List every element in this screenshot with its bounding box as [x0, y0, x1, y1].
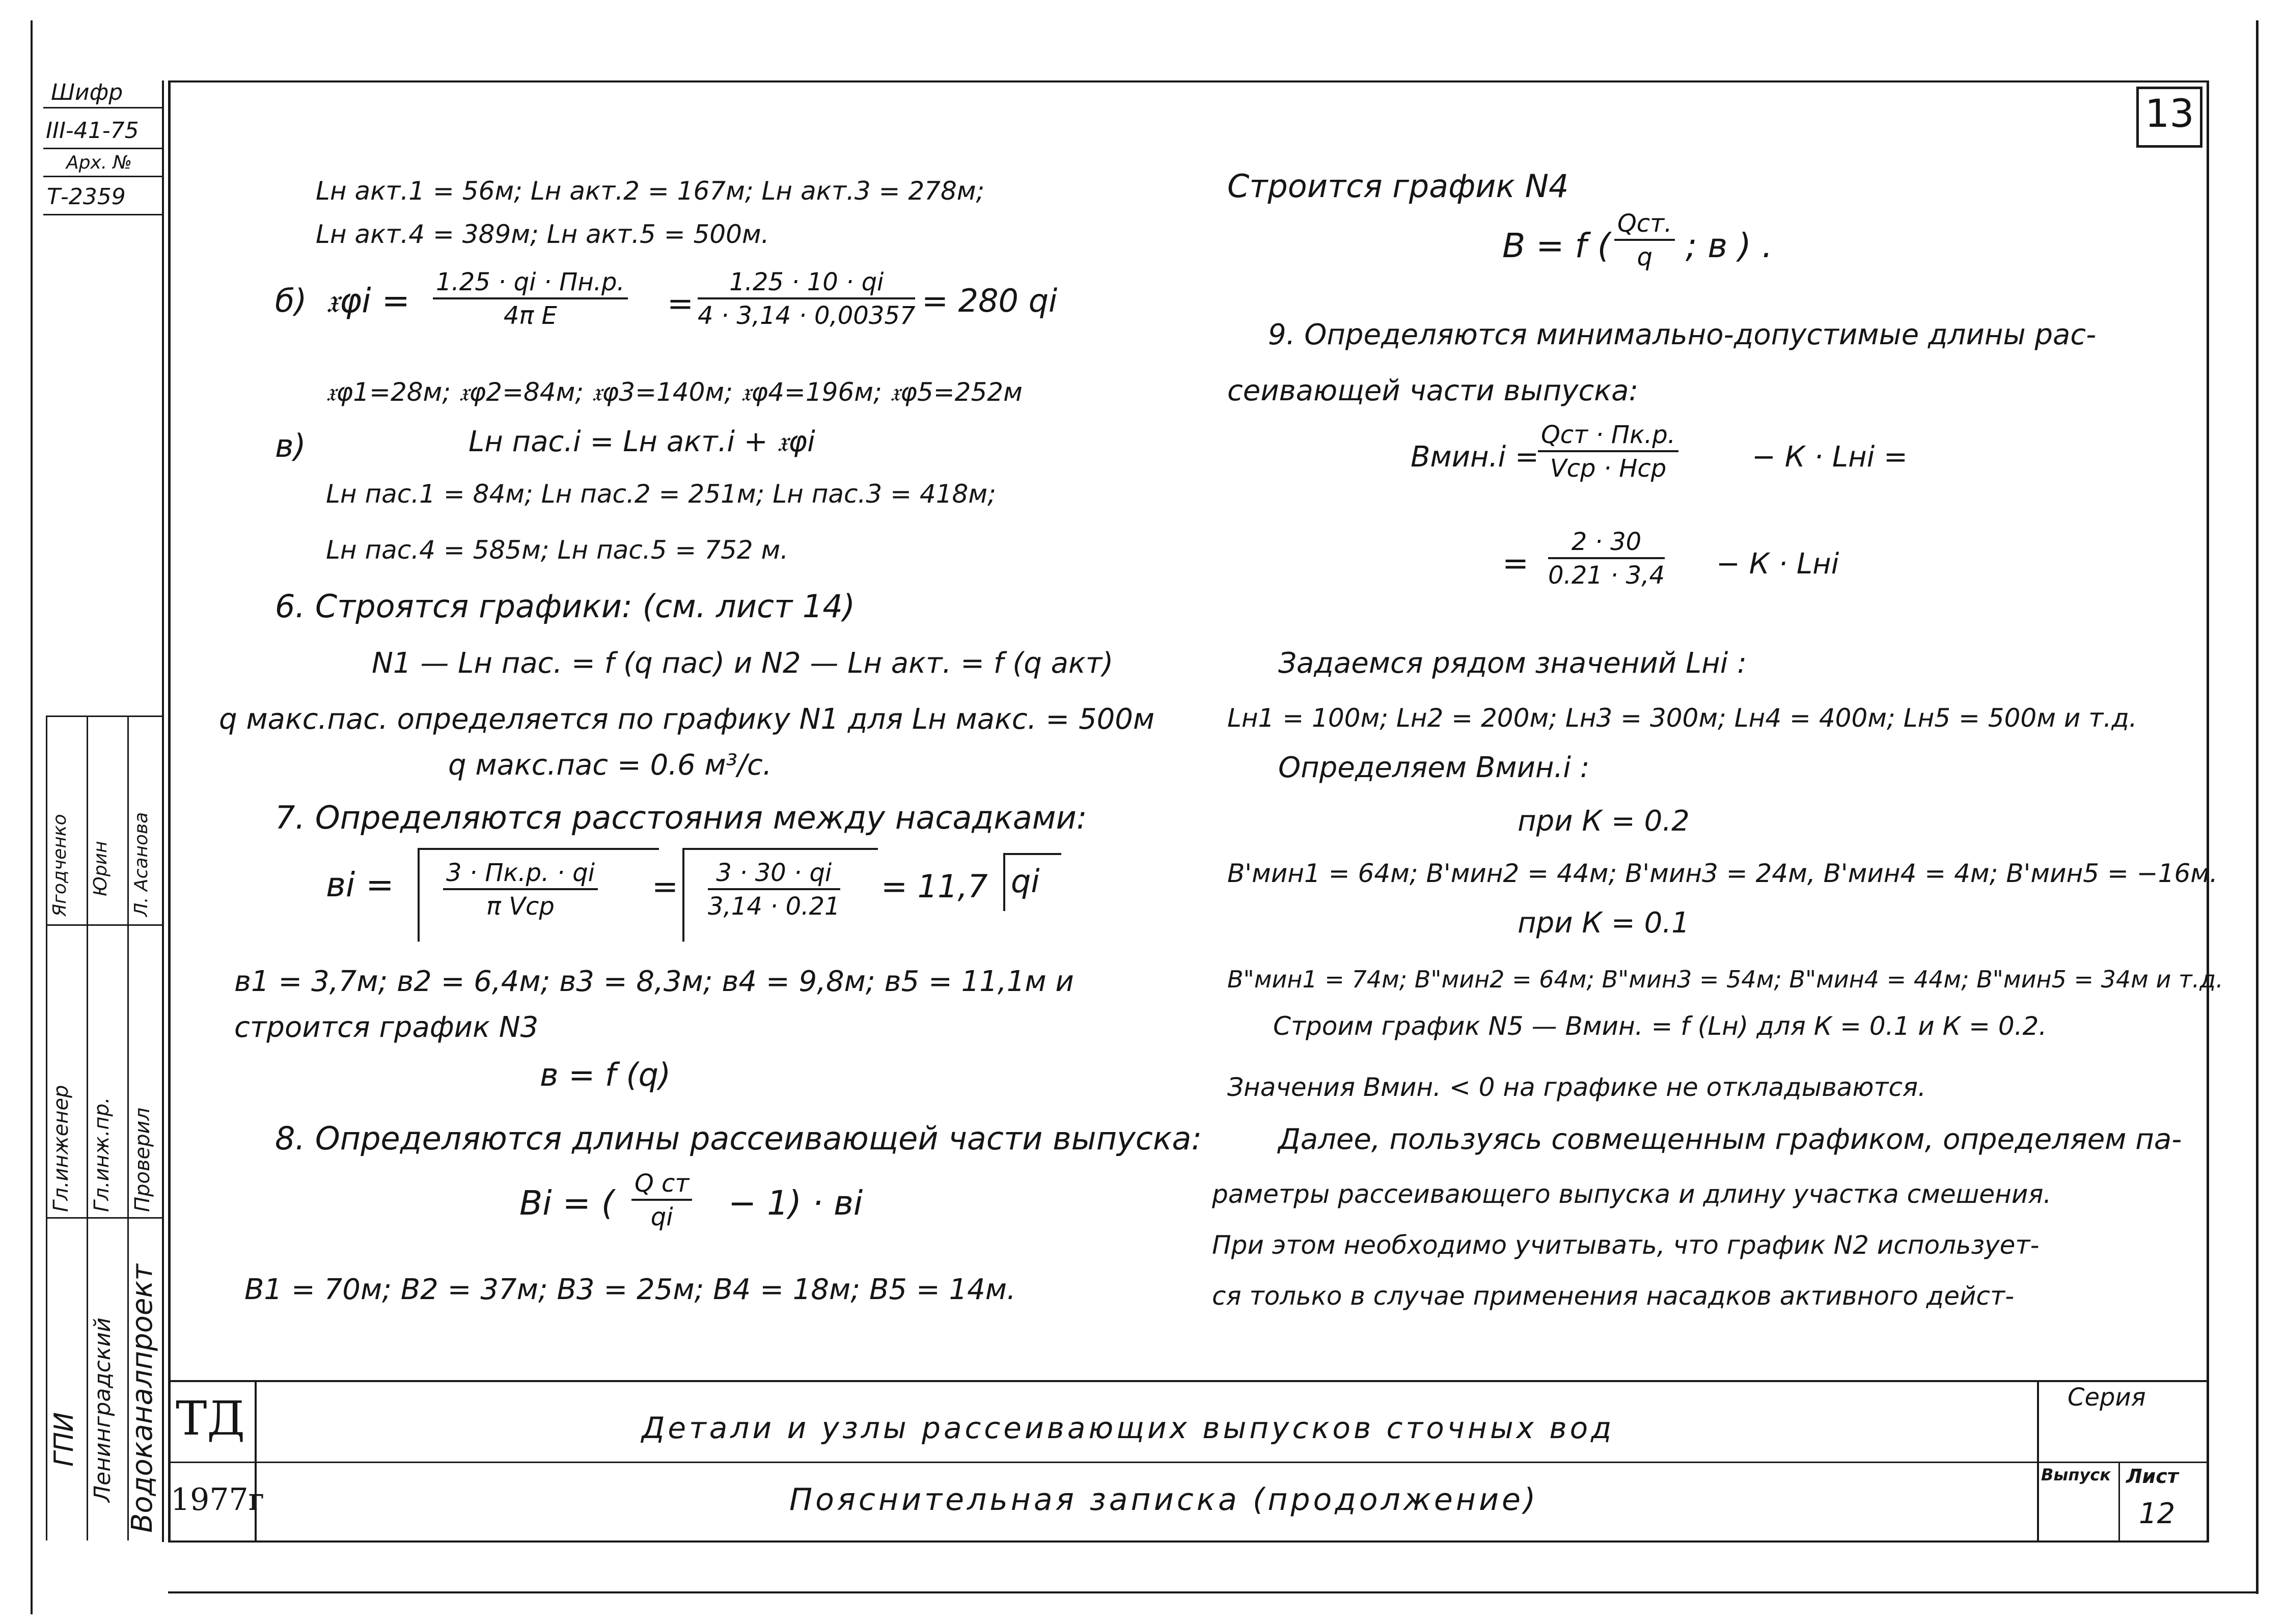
determine: Определяем Вмин.i : — [1278, 751, 1590, 784]
graph-5: Строим график N5 — Вмин. = f (Lн) для К = 0.1 и К = 0.2. — [1273, 1011, 2047, 1041]
name-2: Юрин — [90, 841, 111, 896]
frac-2-num: 1.25 · 10 · qi — [698, 270, 915, 299]
title-subtitle: Пояснительная записка (продолжение) — [789, 1482, 1539, 1518]
outer-right-border — [2256, 20, 2259, 1594]
name-3: Л. Асанова — [131, 812, 152, 917]
frac-1-den: 4π E — [503, 301, 557, 330]
k-0-1: при К = 0.1 — [1518, 906, 1690, 940]
b-label: б) — [275, 282, 307, 319]
stamp-col-left — [46, 715, 47, 1540]
l-akt-line2: Lн акт.4 = 389м; Lн акт.5 = 500м. — [316, 219, 769, 249]
frac-3 — [443, 861, 598, 919]
stamp-row-org — [46, 1217, 163, 1219]
issue-label: Выпуск — [2041, 1465, 2111, 1484]
frac-1 — [433, 270, 628, 328]
frac-5 — [631, 1171, 692, 1229]
frac-3-den: π Vср — [486, 892, 555, 921]
cipher-box-line3 — [43, 176, 163, 177]
tail-2: − К · Lнi — [1716, 547, 1839, 581]
cipher-value: III-41-75 — [46, 118, 139, 144]
cipher-box-line4 — [43, 214, 163, 215]
frac-2 — [698, 270, 915, 328]
title-col-series — [2037, 1380, 2039, 1542]
frac-7-num: Qст · Пк.р. — [1538, 423, 1678, 452]
frac-3-num: 3 · Пк.р. · qi — [443, 861, 598, 890]
pas-line2: Lн пас.4 = 585м; Lн пас.5 = 752 м. — [326, 535, 789, 565]
frac-5-num: Q ст — [631, 1171, 692, 1201]
series-label: Серия — [2068, 1383, 2146, 1412]
cipher-label: Шифр — [51, 79, 123, 105]
bi-label: вi = — [326, 865, 394, 904]
b-values: в1 = 3,7м; в2 = 6,4м; в3 = 8,3м; в4 = 9,8м; в5 = 11,1м и — [234, 965, 1074, 998]
item-6: 6. Строятся графики: (см. лист 14) — [275, 588, 856, 625]
title-col-issue — [2118, 1462, 2120, 1542]
inner-top-border — [168, 80, 2208, 82]
frac-6-num: Qст. — [1614, 211, 1675, 241]
bmin-label: Вмин.i = — [1411, 441, 1539, 474]
frac-8-num: 2 · 30 — [1548, 530, 1665, 559]
archive-value: Т-2359 — [47, 184, 126, 210]
frac-5-den: qi — [650, 1203, 673, 1231]
title-mid-line — [168, 1462, 2209, 1463]
item-9-line1: 9. Определяются минимально-допустимые длины рас- — [1268, 318, 2097, 351]
result-11-7: = 11,7 — [881, 868, 988, 905]
v-formula: Lн пас.i = Lн акт.i + 𝔵φi — [469, 425, 815, 458]
year-label: 1977г — [171, 1482, 265, 1518]
frac-8 — [1548, 530, 1665, 588]
outer-bottom-border — [168, 1591, 2259, 1593]
name-1: Ягодченко — [49, 814, 70, 917]
cipher-box-line2 — [43, 148, 163, 149]
role-checked: Проверил — [131, 1107, 154, 1212]
role-chief-engineer: Гл.инженер — [49, 1085, 73, 1212]
l-akt-line1: Lн акт.1 = 56м; Lн акт.2 = 167м; Lн акт.3 = 278м; — [316, 176, 985, 206]
result-280: = 280 qi — [922, 282, 1058, 319]
frac-6 — [1614, 211, 1675, 269]
td-label: ТД — [176, 1391, 245, 1446]
cipher-box-line1 — [43, 107, 163, 108]
final-line3: При этом необходимо учитывать, что график N2 использует- — [1212, 1230, 2040, 1260]
frac-8-den: 0.21 · 3,4 — [1548, 561, 1665, 590]
frac-4 — [708, 861, 840, 919]
negative-note: Значения Вмин. < 0 на графике не откладываются. — [1227, 1072, 1926, 1102]
sheet-value: 12 — [2139, 1497, 2175, 1530]
sheet-label: Лист — [2126, 1465, 2179, 1488]
role-chief-project-engineer: Гл.инж.пр. — [90, 1097, 114, 1212]
Bi-label: Вi = ( — [519, 1183, 615, 1223]
eq-2: = — [652, 868, 678, 905]
frac-6-den: q — [1637, 243, 1652, 271]
sqrt-qi: qi — [1011, 863, 1040, 900]
org-leningrad: Ленинградский — [90, 1317, 116, 1502]
item-7: 7. Определяются расстояния между насадками: — [275, 799, 1087, 836]
org-vodokanal: Водоканалпроект — [126, 1264, 159, 1533]
eq-1: = — [667, 285, 694, 322]
series-intro: Задаемся рядом значений Lнi : — [1278, 647, 1747, 680]
stamp-row-mid — [46, 924, 163, 926]
frac-4-num: 3 · 30 · qi — [708, 861, 840, 890]
inner-right-border — [2207, 80, 2209, 1542]
x-phi-i: 𝔵φi = — [326, 281, 410, 320]
item-6-graphs: N1 — Lн пас. = f (q пас) и N2 — Lн акт. = f (q акт) — [372, 647, 1114, 680]
stamp-column-right — [162, 80, 164, 1542]
page-number: 13 — [2145, 91, 2194, 136]
x-phi-values: 𝔵φ1=28м; 𝔵φ2=84м; 𝔵φ3=140м; 𝔵φ4=196м; 𝔵φ5=252м — [326, 377, 1023, 407]
B-values: В1 = 70м; В2 = 37м; В3 = 25м; В4 = 18м; В5 = 14м. — [244, 1273, 1016, 1306]
item-9-line2: сеивающей части выпуска: — [1227, 374, 1639, 407]
frac-7-den: Vср · Нср — [1550, 454, 1667, 483]
org-gpi: ГПИ — [49, 1412, 79, 1467]
b-prime-values: В'мин1 = 64м; В'мин2 = 44м; В'мин3 = 24м, В'мин4 = 4м; В'мин5 = −16м. — [1227, 859, 2218, 888]
bmin-tail: − К · Lнi = — [1752, 441, 1908, 474]
qmax-value: q макс.пас = 0.6 м³/с. — [448, 749, 772, 782]
title-col-td — [255, 1380, 257, 1542]
final-line4: ся только в случае применения насадков активного дейст- — [1212, 1281, 2015, 1311]
eq-3: = — [1502, 544, 1529, 582]
title-top-line — [168, 1380, 2209, 1382]
qmax-text: q макс.пас. определяется по графику N1 для Lн макс. = 500м — [219, 703, 1155, 736]
outer-left-border — [31, 20, 33, 1614]
graph-3-formula: в = f (q) — [540, 1056, 671, 1093]
ln-values: Lн1 = 100м; Lн2 = 200м; Lн3 = 300м; Lн4 = 400м; Lн5 = 500м и т.д. — [1227, 703, 2137, 733]
archive-label: Арх. № — [66, 152, 132, 173]
b-formula-pre: В = f ( — [1502, 226, 1611, 265]
frac-1-num: 1.25 · qi · Пн.р. — [433, 270, 628, 299]
pas-line1: Lн пас.1 = 84м; Lн пас.2 = 251м; Lн пас.3 = 418м; — [326, 479, 996, 509]
inner-left-border — [168, 80, 171, 1542]
stamp-row-top — [46, 715, 163, 717]
frac-4-den: 3,14 · 0.21 — [708, 892, 840, 921]
frac-7 — [1538, 423, 1678, 481]
final-line2: раметры рассеивающего выпуска и длину участка смешения. — [1212, 1179, 2052, 1209]
b-double-prime-values: В"мин1 = 74м; В"мин2 = 64м; В"мин3 = 54м; В"мин4 = 44м; В"мин5 = 34м и т.д. — [1227, 966, 2223, 993]
graph-4: Строится график N4 — [1227, 168, 1569, 205]
inner-bottom-border — [168, 1540, 2209, 1543]
Bi-tail: − 1) · вi — [728, 1183, 863, 1223]
title-main: Детали и узлы рассеивающих выпусков сточных вод — [642, 1411, 1615, 1445]
v-label: в) — [275, 427, 306, 464]
graph-3: строится график N3 — [234, 1011, 539, 1044]
stamp-col-div1 — [87, 715, 88, 1540]
frac-2-den: 4 · 3,14 · 0,00357 — [698, 301, 916, 330]
b-formula-post: ; в ) . — [1686, 226, 1773, 265]
item-8: 8. Определяются длины рассеивающей части выпуска: — [275, 1120, 1202, 1157]
k-0-2: при К = 0.2 — [1518, 805, 1690, 838]
final-line1: Далее, пользуясь совмещенным графиком, определяем па- — [1278, 1123, 2182, 1156]
